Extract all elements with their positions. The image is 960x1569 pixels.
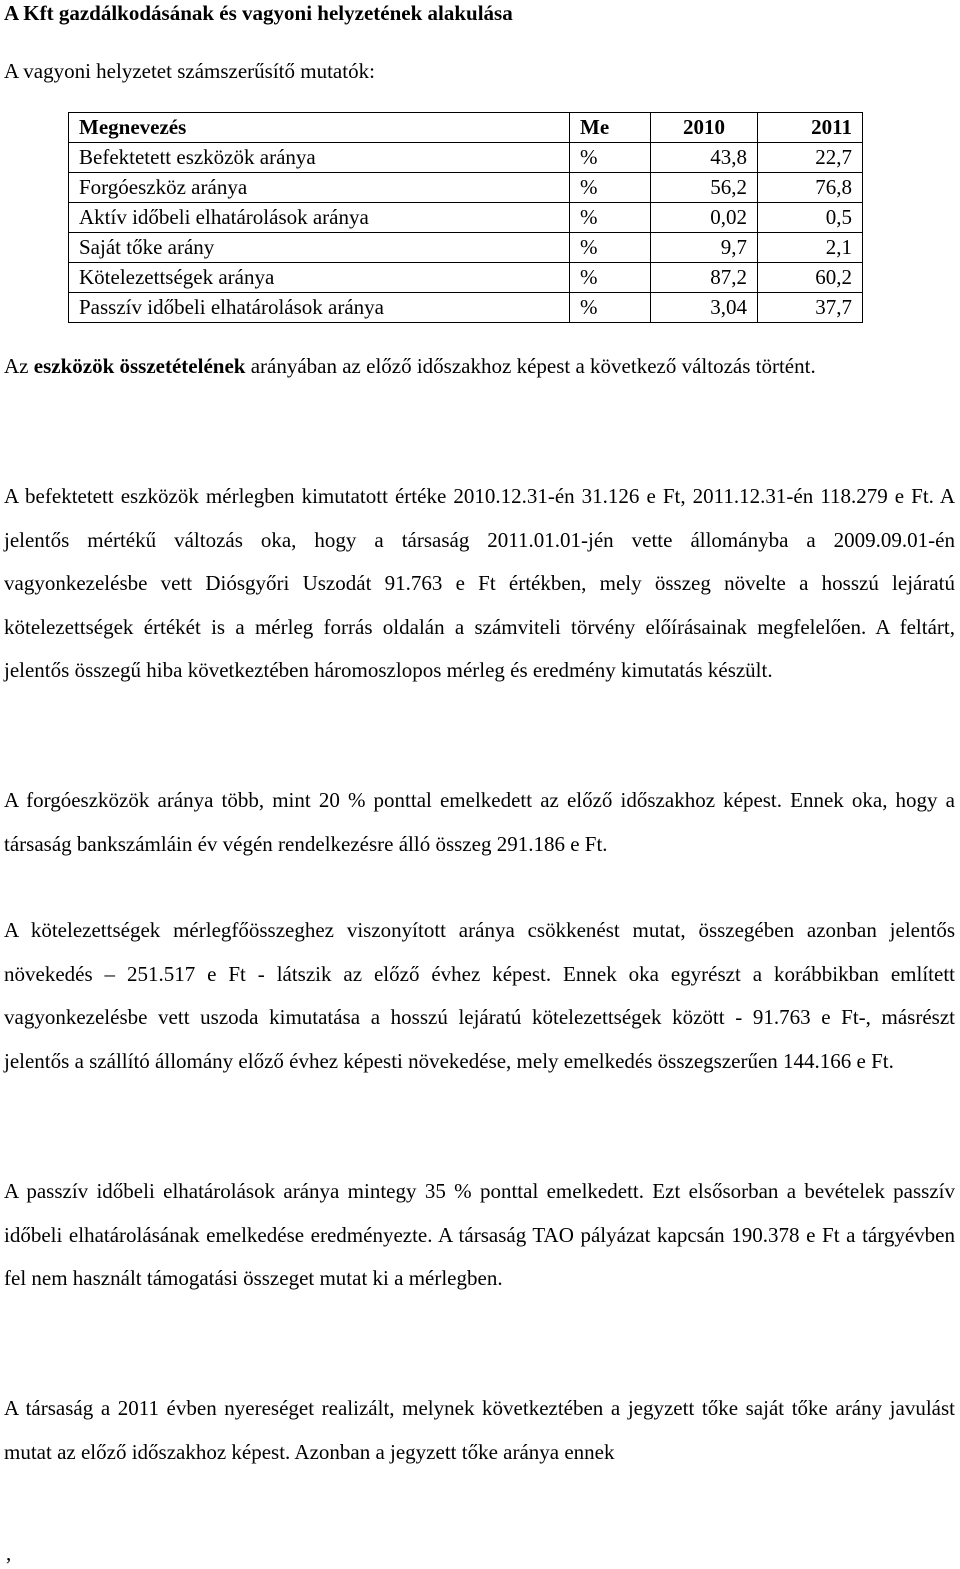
table-row	[69, 233, 863, 263]
row-2010: 56,2	[651, 173, 758, 203]
header-name: Megnevezés	[69, 113, 570, 143]
row-2011: 76,8	[757, 173, 862, 203]
table-header-row	[69, 113, 863, 143]
document-title: A Kft gazdálkodásának és vagyoni helyzetének alakulása	[4, 1, 513, 25]
row-2011: 0,5	[757, 203, 862, 233]
paragraph-fixed-assets: A befektetett eszközök mérlegben kimutatott értéke 2010.12.31-én 31.126 e Ft, 2011.12.31-én 118.279 e Ft. A jelentős mértékű változás oka, hogy a társaság 2011.01.01-jén vette állományba a 2009.09.01-én vagyonkezelésbe vett Diósgyőri Uszodát 91.763 e Ft értékben, mely összeg növelte a hosszú lejáratú kötelezettségek értékét is a mérleg forrás oldalán a számviteli törvény előírásainak megfelelően. A feltárt, jelentős összegű hiba következtében háromoszlopos mérleg és eredmény kimutatás készült.	[4, 484, 955, 682]
row-name: Forgóeszköz aránya	[69, 173, 570, 203]
header-2011: 2011	[757, 113, 862, 143]
paragraph-current-assets: A forgóeszközök aránya több, mint 20 % ponttal emelkedett az előző időszakhoz képest. Ennek oka, hogy a társaság bankszámláin év végén rendelkezésre álló összeg 291.186 e Ft.	[4, 788, 955, 856]
row-name: Passzív időbeli elhatárolások aránya	[69, 293, 570, 323]
paragraph-equity: A társaság a 2011 évben nyereséget realizált, melynek következtében a jegyzett tőke saját tőke arány javulást mutat az előző időszakhoz képest. Azonban a jegyzett tőke aránya ennek	[4, 1396, 955, 1464]
indicators-table	[68, 112, 863, 323]
table-row	[69, 263, 863, 293]
table-row	[69, 143, 863, 173]
header-unit: Me	[570, 113, 651, 143]
paragraph-liabilities: A kötelezettségek mérlegfőösszeghez viszonyított aránya csökkenést mutat, összegében azonban jelentős növekedés – 251.517 e Ft - látszik az előző évhez képest. Ennek oka egyrészt a korábbikban említett vagyonkezelésbe vett uszoda kimutatása a hosszú lejáratú kötelezettségek között - 91.763 e Ft-, másrészt jelentős a szállító állomány előző évhez képesti növekedése, mely emelkedés összegszerűen 144.166 e Ft.	[4, 918, 955, 1073]
header-2010: 2010	[651, 113, 758, 143]
table-row	[69, 173, 863, 203]
table-row	[69, 293, 863, 323]
row-unit: %	[570, 263, 651, 293]
paragraph-text: Az	[4, 354, 34, 378]
page-bottom-mark: ,	[6, 1541, 12, 1565]
row-2011: 60,2	[757, 263, 862, 293]
row-unit: %	[570, 233, 651, 263]
emphasis-text: eszközök összetételének	[33, 354, 246, 378]
row-unit: %	[570, 143, 651, 173]
row-unit: %	[570, 203, 651, 233]
row-2010: 9,7	[651, 233, 758, 263]
row-2011: 37,7	[757, 293, 862, 323]
row-2010: 87,2	[651, 263, 758, 293]
paragraph-accruals: A passzív időbeli elhatárolások aránya mintegy 35 % ponttal emelkedett. Ezt elsősorban a bevételek passzív időbeli elhatárolásának emelkedése eredményezte. A társaság TAO pályázat kapcsán 190.378 e Ft a tárgyévben fel nem használt támogatási összeget mutat ki a mérlegben.	[4, 1179, 955, 1290]
row-2011: 22,7	[757, 143, 862, 173]
intro-text: A vagyoni helyzetet számszerűsítő mutatók:	[4, 59, 375, 83]
row-unit: %	[570, 293, 651, 323]
paragraph-text: arányában az előző időszakhoz képest a következő változás történt.	[245, 354, 816, 378]
row-2011: 2,1	[757, 233, 862, 263]
table-row	[69, 203, 863, 233]
row-2010: 3,04	[651, 293, 758, 323]
row-unit: %	[570, 173, 651, 203]
row-name: Saját tőke arány	[69, 233, 570, 263]
row-name: Befektetett eszközök aránya	[69, 143, 570, 173]
paragraph-asset-composition	[4, 345, 955, 389]
row-name: Aktív időbeli elhatárolások aránya	[69, 203, 570, 233]
row-name: Kötelezettségek aránya	[69, 263, 570, 293]
row-2010: 0,02	[651, 203, 758, 233]
row-2010: 43,8	[651, 143, 758, 173]
